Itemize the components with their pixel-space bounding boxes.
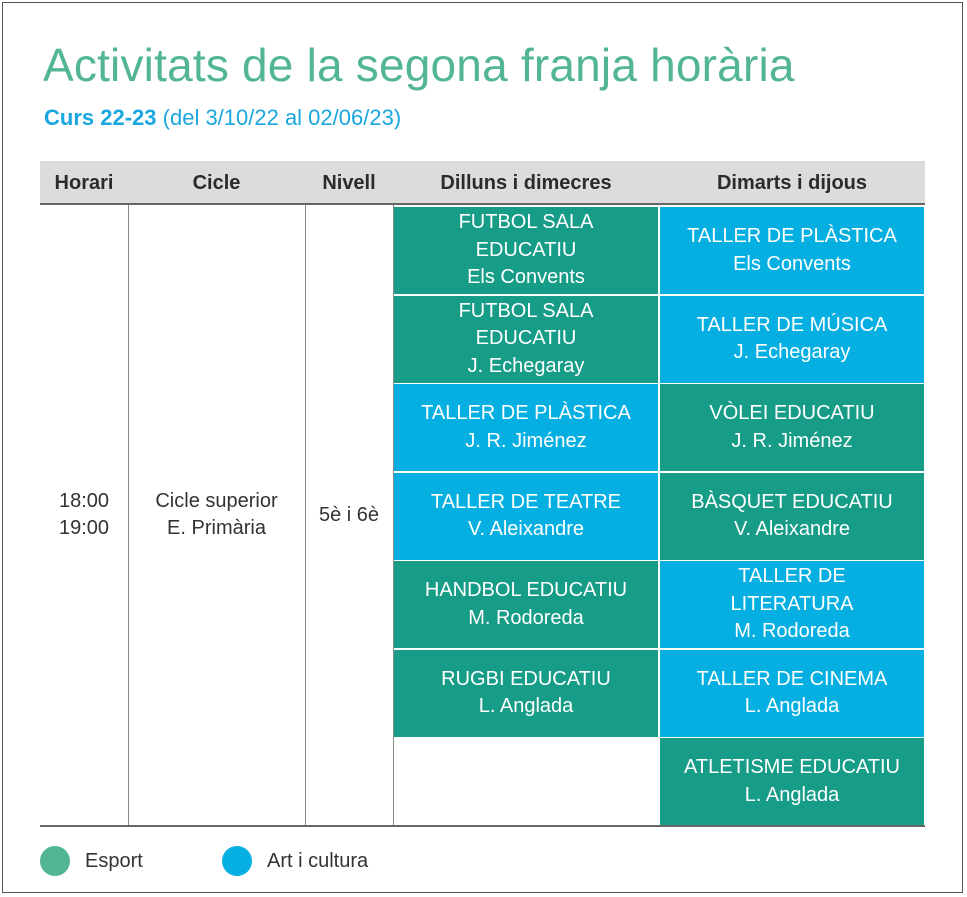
activity-line: BÀSQUET EDUCATIU [691, 490, 893, 513]
activity-cell-mon-wed [394, 207, 658, 294]
schedule-end: 19:00 [58, 517, 110, 539]
activity-cell-tue-thu [660, 207, 924, 294]
activity-cell-tue-thu [660, 650, 924, 737]
activity-line: TALLER DE PLÀSTICA [421, 402, 631, 424]
activity-line: L. Anglada [744, 783, 840, 806]
activity-line: M. Rodoreda [468, 606, 584, 629]
page-title: Activitats de la segona franja horària [43, 39, 795, 91]
activity-cell-mon-wed [394, 473, 658, 560]
cycle-cell [128, 205, 305, 825]
legend-label: Esport [85, 849, 143, 872]
col-header-tue-thu: Dimarts i dijous [716, 172, 868, 194]
col-header-horari: Horari [54, 172, 114, 194]
activity-line: L. Anglada [478, 695, 574, 717]
activity-line: J. R. Jiménez [731, 429, 853, 452]
activity-cell-mon-wed [394, 561, 658, 648]
activity-line: Els Convents [733, 252, 851, 275]
activity-line: EDUCATIU [475, 327, 577, 350]
activity-cell-tue-thu [660, 561, 924, 648]
table-bottom-border [40, 825, 925, 827]
table-header [40, 161, 925, 205]
activity-cell-mon-wed [394, 384, 658, 471]
level-value: 5è i 6è [318, 503, 380, 526]
activity-line: L. Anglada [744, 695, 840, 717]
level-cell [305, 205, 393, 825]
activity-cell-mon-wed [394, 738, 658, 825]
activity-line: TALLER DE TEATRE [430, 490, 622, 513]
activity-line: J. R. Jiménez [465, 429, 587, 452]
activity-line: TALLER DE MÚSICA [696, 313, 888, 336]
legend-dot-art [222, 846, 252, 876]
schedule-start: 18:00 [58, 490, 110, 512]
activity-cell-mon-wed [394, 650, 658, 737]
activity-line: TALLER DE CINEMA [696, 667, 888, 690]
legend-dot-esport [40, 846, 70, 876]
activity-line: V. Aleixandre [733, 518, 850, 540]
activity-line: EDUCATIU [475, 238, 577, 261]
activity-line: VÒLEI EDUCATIU [709, 402, 875, 424]
activity-line: RUGBI EDUCATIU [441, 667, 611, 690]
page-subtitle [44, 105, 401, 131]
schedule-cell [40, 205, 128, 825]
activity-cell-tue-thu [660, 738, 924, 825]
cycle-line: Cicle superior [155, 490, 278, 512]
activity-line: Els Convents [467, 266, 585, 289]
activity-cell-tue-thu [660, 384, 924, 471]
schedule-table [40, 161, 925, 827]
activity-line: J. Echegaray [467, 354, 585, 377]
activity-line: J. Echegaray [733, 341, 851, 363]
activity-line: TALLER DE PLÀSTICA [687, 225, 897, 247]
legend-label: Art i cultura [267, 849, 369, 872]
activity-cell-tue-thu [660, 296, 924, 383]
activity-cell-tue-thu [660, 473, 924, 560]
activity-cell-mon-wed [394, 296, 658, 383]
activity-line: LITERATURA [730, 592, 854, 615]
cycle-line: E. Primària [167, 517, 266, 539]
activity-line: TALLER DE [738, 565, 846, 588]
activity-line: FUTBOL SALA [458, 299, 594, 322]
col-header-mon-wed: Dilluns i dimecres [440, 172, 612, 194]
activity-line: HANDBOL EDUCATIU [424, 579, 628, 601]
activity-line: M. Rodoreda [734, 620, 850, 643]
course-dates: (del 3/10/22 al 02/06/23) [162, 105, 402, 130]
col-header-cicle: Cicle [192, 172, 241, 194]
activity-line: FUTBOL SALA [458, 211, 594, 234]
col-header-nivell: Nivell [322, 172, 376, 194]
activity-line: ATLETISME EDUCATIU [684, 756, 900, 778]
legend-item-esport [40, 845, 143, 877]
course-label: Curs 22-23 [44, 105, 157, 130]
activity-line: V. Aleixandre [467, 518, 584, 540]
legend-item-art [222, 845, 368, 877]
